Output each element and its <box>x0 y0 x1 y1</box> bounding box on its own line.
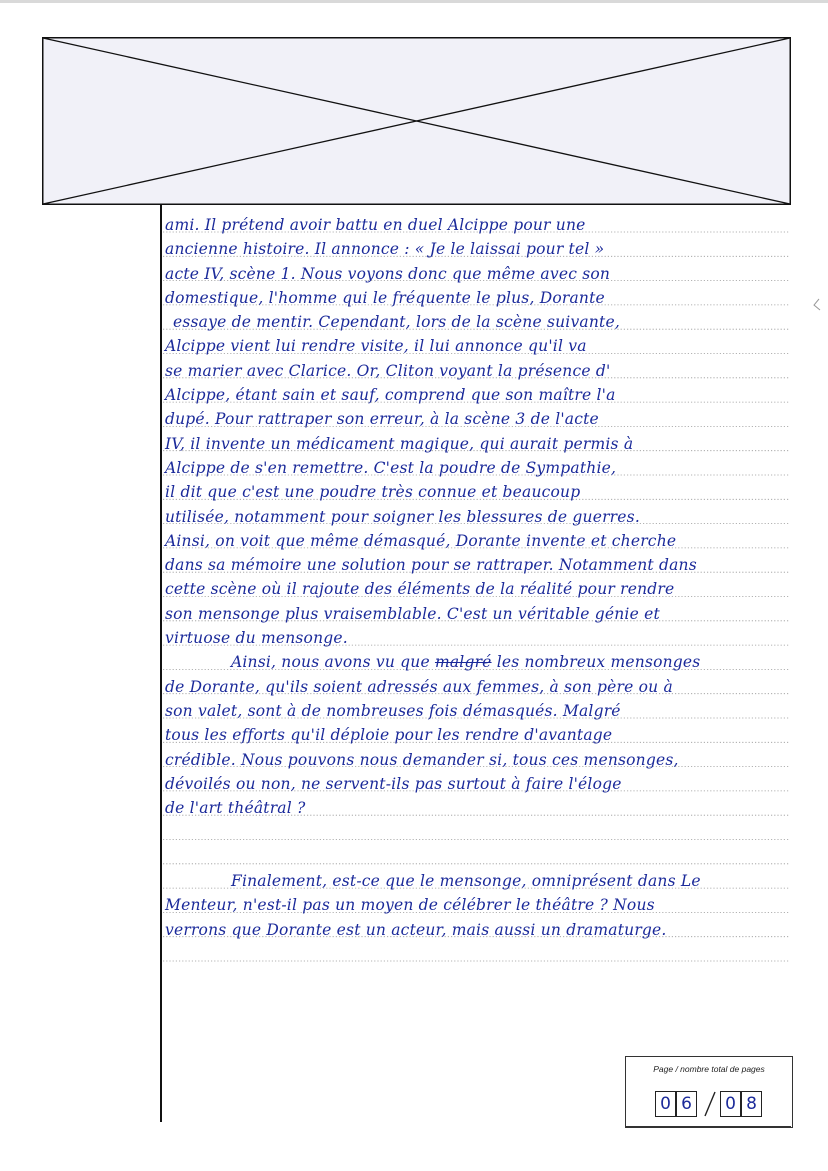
text-line: son mensonge plus vraisemblable. C'est un véritable génie et <box>165 604 660 623</box>
current-page-digit: 0 <box>655 1091 676 1117</box>
text-line: il dit que c'est une poudre très connue et beaucoup <box>165 483 581 502</box>
current-page-digit: 6 <box>676 1091 697 1117</box>
text-line: tous les efforts qu'il déploie pour les rendre d'avantage <box>165 726 613 745</box>
text-line: crédible. Nous pouvons nous demander si, tous ces mensonges, <box>165 750 679 769</box>
text-line: Finalement, est-ce que le mensonge, omniprésent dans Le <box>231 872 701 891</box>
text-line: Ainsi, on voit que même démasqué, Dorante invente et cherche <box>165 531 677 550</box>
total-pages-digit: 0 <box>720 1091 741 1117</box>
crossed-out-word: malgré <box>434 653 492 672</box>
text-line: de Dorante, qu'ils soient adressés aux femmes, à son père ou à <box>165 677 673 696</box>
text-line: son valet, sont à de nombreuses fois démasqués. Malgré <box>165 701 621 720</box>
redacted-header-box <box>42 37 791 205</box>
text-line: se marier avec Clarice. Or, Cliton voyant la présence d' <box>165 361 611 380</box>
text-line: Alcippe, étant sain et sauf, comprend que son maître l'a <box>165 386 616 405</box>
text-line: domestique, l'homme qui le fréquente le plus, Dorante <box>165 288 605 307</box>
text-line: ami. Il prétend avoir battu en duel Alcippe pour une <box>165 216 586 234</box>
text-line: verrons que Dorante est un acteur, mais aussi un dramaturge. <box>165 920 667 939</box>
crossed-out-box-icon <box>42 37 791 205</box>
page-counter-label: Page / nombre total de pages <box>653 1064 765 1074</box>
text-line: acte IV, scène 1. Nous voyons donc que même avec son <box>165 264 611 283</box>
blank-line <box>163 820 791 844</box>
text-line: cette scène où il rajoute des éléments de la réalité pour rendre <box>165 580 675 599</box>
text-line: ancienne histoire. Il annonce : « Je le laissai pour tel » <box>165 240 605 259</box>
stray-pen-mark-icon <box>812 298 822 312</box>
text-line: de l'art théâtral ? <box>165 799 306 818</box>
text-line: virtuose du mensonge. <box>165 629 348 648</box>
left-margin-rule <box>160 205 162 1122</box>
handwritten-text <box>163 213 791 942</box>
text-line: utilisée, notamment pour soigner les blessures de guerres. <box>165 507 640 526</box>
text-line: essaye de mentir. Cependant, lors de la scène suivante, <box>173 313 620 332</box>
text-line: dévoilés ou non, ne servent-ils pas surtout à faire l'éloge <box>165 774 622 793</box>
text-line: IV, il invente un médicament magique, qui aurait permis à <box>165 434 634 453</box>
slash-separator-icon <box>704 1090 716 1118</box>
total-pages-digit: 8 <box>741 1091 762 1117</box>
text-line: Menteur, n'est-il pas un moyen de célébrer le théâtre ? Nous <box>165 896 655 915</box>
bottom-rule <box>625 1126 791 1127</box>
top-border <box>0 0 828 3</box>
page-counter-box <box>625 1056 793 1128</box>
text-line: Alcippe de s'en remettre. C'est la poudre de Sympathie, <box>165 458 617 477</box>
blank-line <box>163 845 791 869</box>
text-line: Alcippe vient lui rendre visite, il lui annonce qu'il va <box>165 337 587 356</box>
text-line: dupé. Pour rattraper son erreur, à la scène 3 de l'acte <box>165 410 599 429</box>
text-line: Ainsi, nous avons vu que malgré les nombreux mensonges <box>231 653 701 672</box>
text-line: dans sa mémoire une solution pour se rattraper. Notamment dans <box>165 556 697 575</box>
